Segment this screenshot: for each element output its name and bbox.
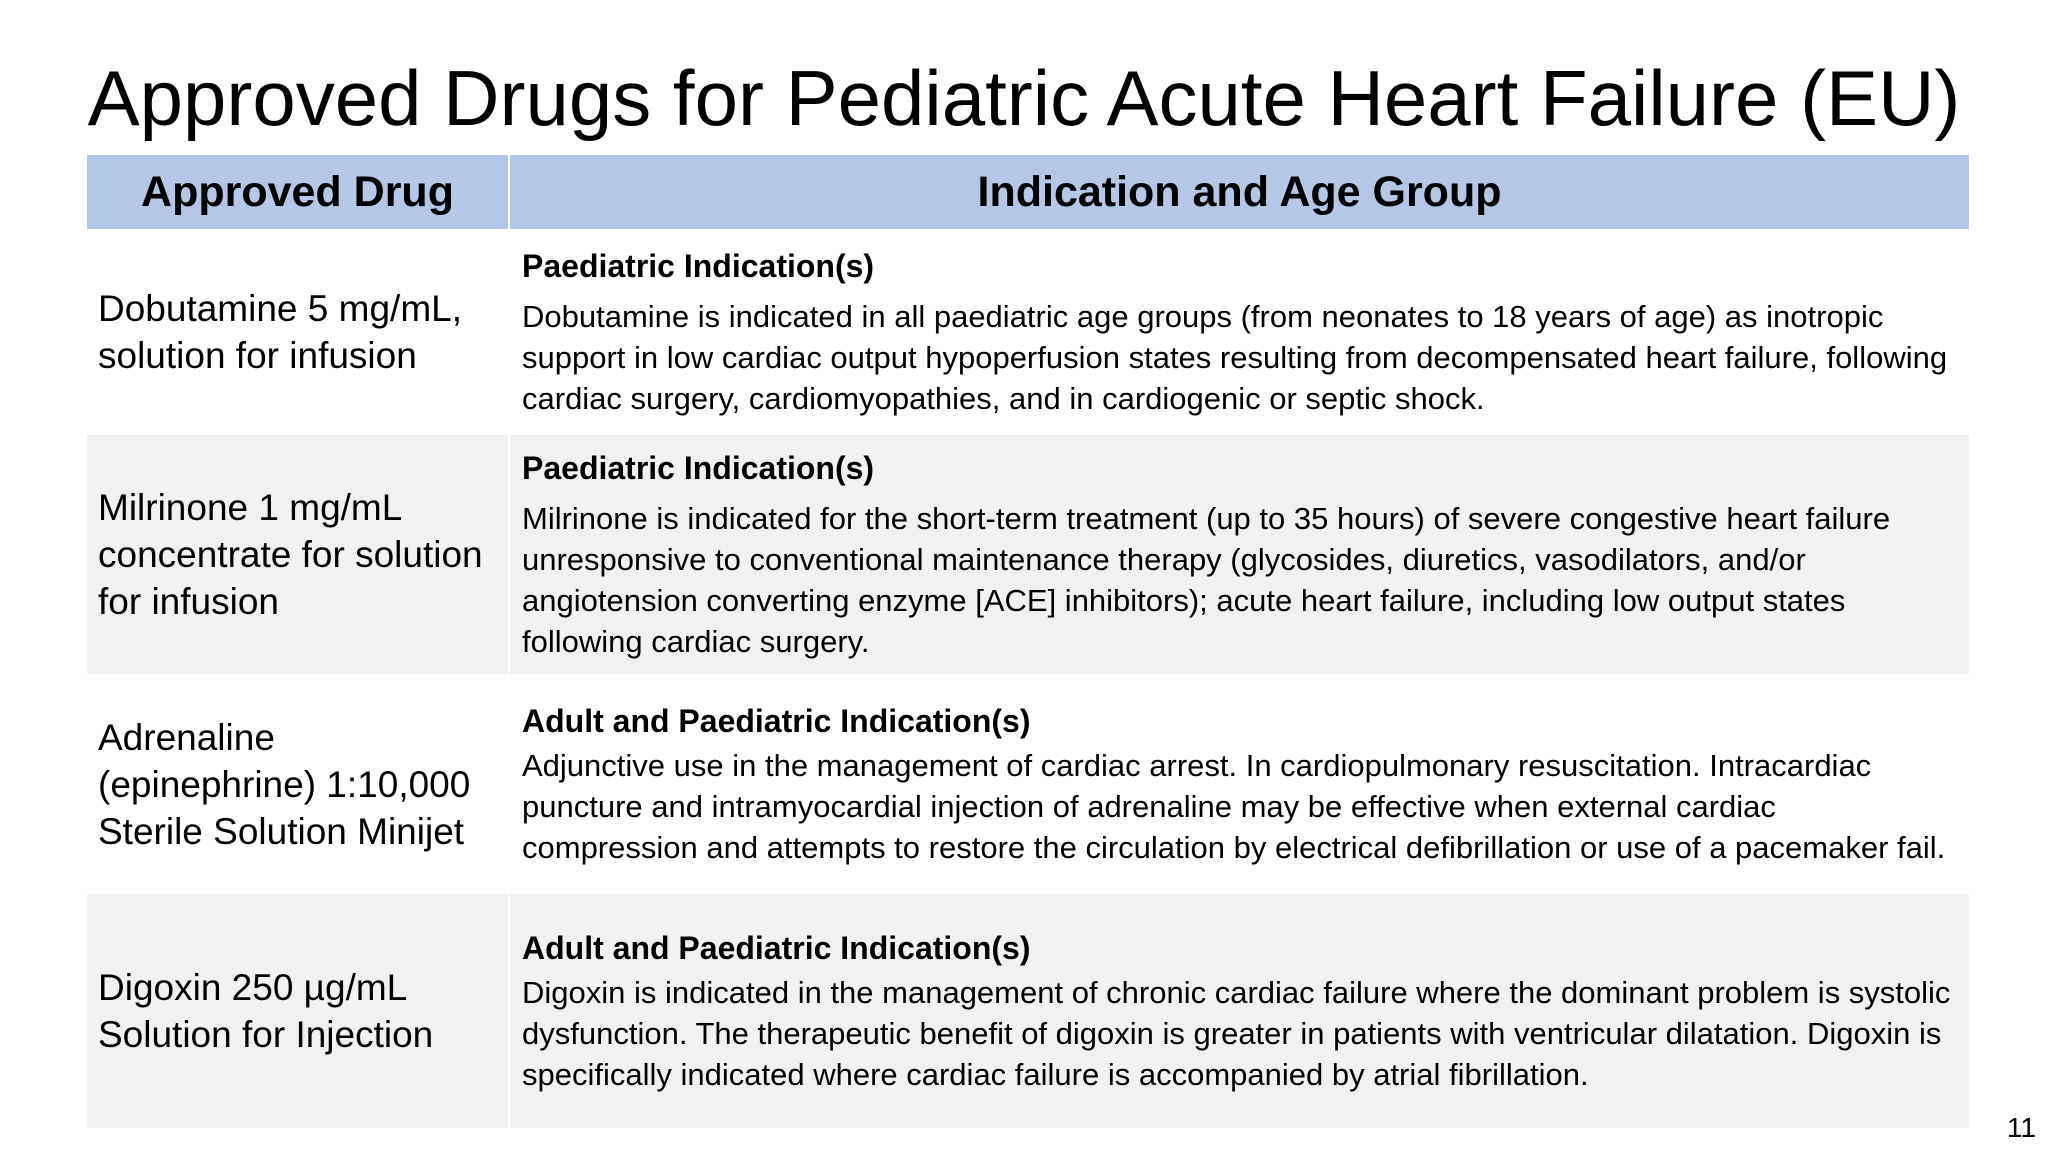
header-approved-drug: Approved Drug bbox=[87, 155, 509, 229]
table-row-adrenaline bbox=[87, 674, 1969, 894]
table-header-row bbox=[87, 155, 1969, 229]
indication-cell bbox=[509, 674, 1969, 894]
header-indication-age-group: Indication and Age Group bbox=[509, 155, 1969, 229]
table-row-milrinone bbox=[87, 435, 1969, 674]
drug-name-cell: Milrinone 1 mg/mL concentrate for solution for infusion bbox=[87, 435, 509, 674]
page-number: 11 bbox=[2006, 1112, 2036, 1143]
indication-heading: Adult and Paediatric Indication(s) bbox=[522, 702, 1031, 739]
indication-text: Dobutamine is indicated in all paediatric age groups (from neonates to 18 years of age) as inotropic support in low cardiac output hypoperfusion states resulting from decompensated heart failure, following cardiac surgery, cardiomyopathies, and in cardiogenic or septic shock. bbox=[522, 298, 1948, 416]
indication-heading: Adult and Paediatric Indication(s) bbox=[522, 929, 1031, 966]
indication-heading: Paediatric Indication(s) bbox=[522, 247, 875, 284]
slide-title: Approved Drugs for Pediatric Acute Heart Failure (EU) bbox=[87, 54, 1961, 142]
table-row-dobutamine bbox=[87, 229, 1969, 435]
indication-text: Milrinone is indicated for the short-term treatment (up to 35 hours) of severe congestive heart failure unresponsive to conventional maintenance therapy (glycosides, diuretics, vasodilators, and/or angiotension converting enzyme [ACE] inhibitors); acute heart failure, including low output states following cardiac surgery. bbox=[522, 500, 1891, 659]
indication-heading: Paediatric Indication(s) bbox=[522, 449, 875, 486]
drug-name-cell: Dobutamine 5 mg/mL, solution for infusion bbox=[87, 229, 509, 435]
table-row-digoxin bbox=[87, 894, 1969, 1128]
indication-cell bbox=[509, 894, 1969, 1128]
indication-cell bbox=[509, 435, 1969, 674]
drug-name-cell: Digoxin 250 µg/mL Solution for Injection bbox=[87, 894, 509, 1128]
indication-cell bbox=[509, 229, 1969, 435]
indication-text: Digoxin is indicated in the management of chronic cardiac failure where the dominant problem is systolic dysfunction. The therapeutic benefit of digoxin is greater in patients with ventricular dilatation. Digoxin is specifically indicated where cardiac failure is accompanied by atrial fibrillation. bbox=[522, 974, 1951, 1092]
approved-drugs-table bbox=[87, 155, 1969, 1128]
drug-name-cell: Adrenaline (epinephrine) 1:10,000 Sterile Solution Minijet bbox=[87, 674, 509, 894]
indication-text: Adjunctive use in the management of cardiac arrest. In cardiopulmonary resuscitation. Intracardiac puncture and intramyocardial injection of adrenaline may be effective when external cardiac compression and attempts to restore the circulation by electrical defibrillation or use of a pacemaker fail. bbox=[522, 747, 1946, 865]
